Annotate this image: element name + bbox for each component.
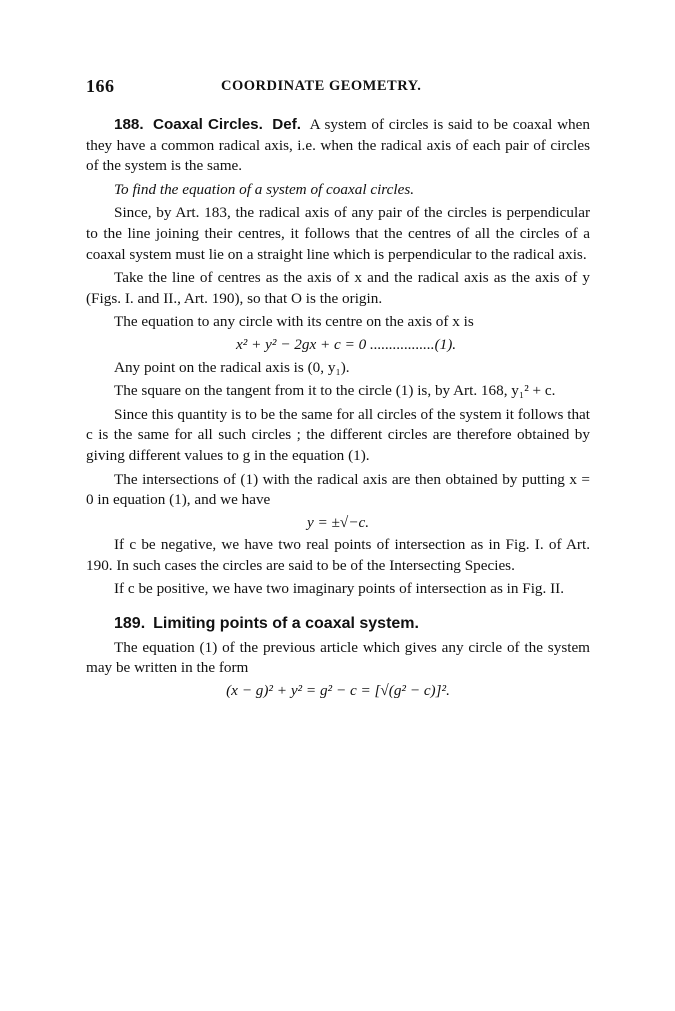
section-188-definition xyxy=(86,115,590,177)
section-title: Limiting points of a coaxal system. xyxy=(153,615,419,633)
running-header xyxy=(86,76,590,100)
paragraph: Since, by Art. 183, the radical axis of any pair of the circles is perpendicular to the line joining their centres, it follows that the centres of all the circles of a coaxal system must lie on a straight line which is perpendicular to the radical axis. xyxy=(86,204,590,263)
paragraph: The square on the tangent from it to the circle (1) is, by Art. 168, y₁² + c. xyxy=(114,382,556,400)
definition-text: A system of circles is said to be coaxal when they have a common radical axis, i.e. when the radical axis of each pair of circles of the system is the same. xyxy=(86,116,590,175)
equation-2: y = ±√−c. xyxy=(306,513,370,531)
paragraph: The equation (1) of the previous article which gives any circle of the system may be written in the form xyxy=(86,638,590,677)
page-body xyxy=(86,115,590,703)
paragraph: The intersections of (1) with the radical axis are then obtained by putting x = 0 in equation (1), and we have xyxy=(86,470,590,509)
page-number: 166 xyxy=(86,76,115,96)
paragraph: If c be negative, we have two real points of intersection as in Fig. I. of Art. 190. In such cases the circles are said to be of the Intersecting Species. xyxy=(86,536,590,574)
paragraph: Since this quantity is to be the same for all circles of the system it follows that c is the same for all such circles ; the different circles are therefore obtained by giving different values to g in the equation (1). xyxy=(86,405,590,464)
paragraph: Take the line of centres as the axis of x and the radical axis as the axis of y (Figs. I. and II., Art. 190), so that O is the origin. xyxy=(86,269,590,307)
section-189-heading xyxy=(86,614,590,635)
section-number: 188. xyxy=(114,116,144,133)
paragraph: If c be positive, we have two imaginary points of intersection as in Fig. II. xyxy=(114,580,565,598)
paragraph: The equation to any circle with its centre on the axis of x is xyxy=(114,313,474,331)
running-title: COORDINATE GEOMETRY. xyxy=(221,78,422,94)
section-title: Coaxal Circles. xyxy=(153,116,263,133)
definition-label: Def. xyxy=(272,116,301,133)
task-statement: To find the equation of a system of coaxal circles. xyxy=(114,180,415,198)
equation-3: (x − g)² + y² = g² − c = [√(g² − c)]². xyxy=(226,681,450,699)
equation-1: x² + y² − 2gx + c = 0 .................(1). xyxy=(236,335,457,353)
paragraph: Any point on the radical axis is (0, y₁). xyxy=(114,358,350,376)
section-number: 189. xyxy=(114,615,146,633)
